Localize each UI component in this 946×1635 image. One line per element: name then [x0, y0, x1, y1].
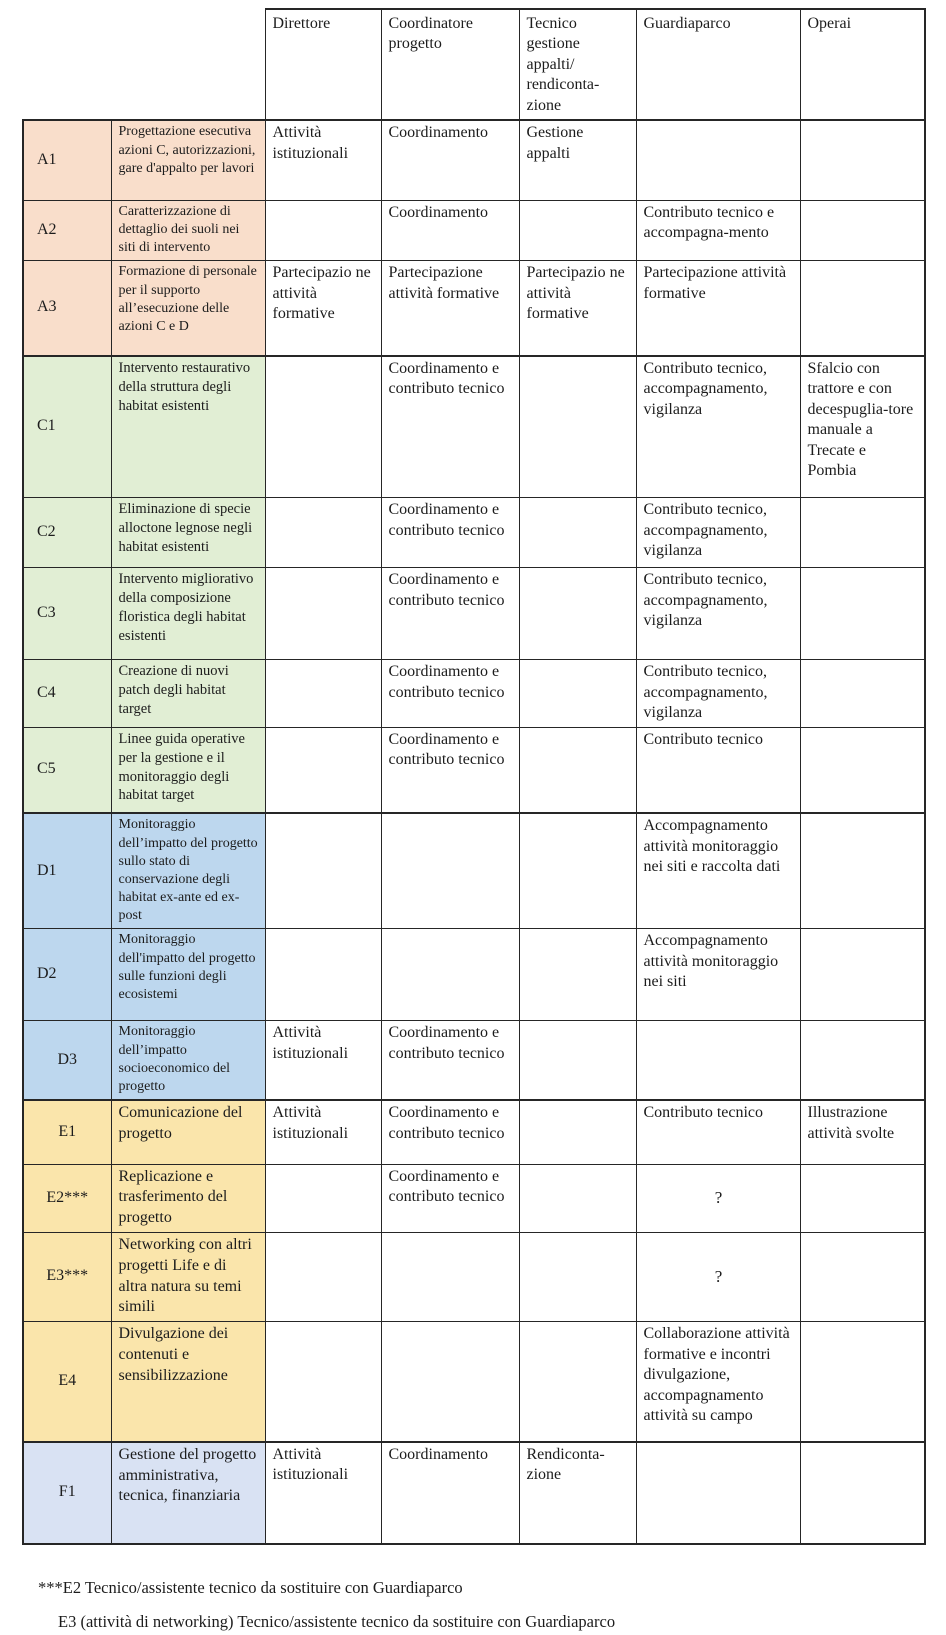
row-id: F1: [23, 1442, 111, 1544]
table-row-c4: [23, 660, 925, 727]
cell-operai: [800, 1021, 925, 1100]
cell-guardiaparco-question: ?: [636, 1233, 800, 1322]
row-id: C3: [23, 568, 111, 660]
cell-guardiaparco: [636, 120, 800, 200]
cell-operai: [800, 120, 925, 200]
cell-operai: [800, 1442, 925, 1544]
table-row-a3: [23, 261, 925, 356]
footnote-e2: ***E2 Tecnico/assistente tecnico da sostituire con Guardiaparco: [38, 1577, 463, 1597]
row-id: D1: [23, 813, 111, 929]
cell-tecnico: [519, 1100, 636, 1164]
activity-description: Intervento migliorativo della composizione floristica degli habitat esistenti: [111, 568, 265, 660]
column-header-tecnico: Tecnico gestione appalti/ rendiconta-zione: [519, 9, 636, 120]
cell-tecnico: [519, 200, 636, 261]
cell-coordinatore: Partecipazione attività formative: [381, 261, 519, 356]
cell-direttore: Attività istituzionali: [265, 1021, 381, 1100]
column-header-operai: Operai: [800, 9, 925, 120]
cell-operai: [800, 498, 925, 568]
cell-coordinatore: Coordinamento e contributo tecnico: [381, 498, 519, 568]
activity-description: Intervento restaurativo della struttura degli habitat esistenti: [111, 356, 265, 498]
cell-guardiaparco: Collaborazione attività formative e incontri divulgazione, accompagnamento attività su campo: [636, 1322, 800, 1442]
table-row-c5: [23, 727, 925, 813]
cell-direttore: [265, 568, 381, 660]
cell-tecnico: [519, 813, 636, 929]
row-id: E3***: [23, 1233, 111, 1322]
cell-operai: [800, 261, 925, 356]
activity-description: Comunicazione del progetto: [111, 1100, 265, 1164]
column-header-coordinatore: Coordinatore progetto: [381, 9, 519, 120]
cell-direttore: Partecipazio ne attività formative: [265, 261, 381, 356]
cell-direttore: [265, 727, 381, 813]
cell-direttore: [265, 1233, 381, 1322]
cell-direttore: Attività istituzionali: [265, 120, 381, 200]
header-row: [23, 9, 925, 120]
cell-operai: [800, 568, 925, 660]
table-row-e4: [23, 1322, 925, 1442]
cell-coordinatore: [381, 1233, 519, 1322]
cell-direttore: [265, 660, 381, 727]
cell-guardiaparco: Contributo tecnico: [636, 1100, 800, 1164]
table-row-c3: [23, 568, 925, 660]
cell-direttore: [265, 813, 381, 929]
cell-tecnico: [519, 1021, 636, 1100]
cell-operai: [800, 660, 925, 727]
activity-description: Caratterizzazione di dettaglio dei suoli nei siti di intervento: [111, 200, 265, 261]
activity-description: Replicazione e trasferimento del progetto: [111, 1164, 265, 1232]
cell-coordinatore: Coordinamento e contributo tecnico: [381, 727, 519, 813]
cell-coordinatore: Coordinamento e contributo tecnico: [381, 356, 519, 498]
table-row-e3: [23, 1233, 925, 1322]
cell-guardiaparco: Accompagnamento attività monitoraggio nei siti: [636, 929, 800, 1021]
cell-direttore: Attività istituzionali: [265, 1100, 381, 1164]
cell-tecnico: [519, 660, 636, 727]
cell-direttore: [265, 356, 381, 498]
cell-guardiaparco: [636, 1442, 800, 1544]
cell-direttore: [265, 498, 381, 568]
cell-guardiaparco: Contributo tecnico, accompagnamento, vigilanza: [636, 660, 800, 727]
cell-operai: Sfalcio con trattore e con decespuglia-tore manuale a Trecate e Pombia: [800, 356, 925, 498]
cell-guardiaparco: Contributo tecnico, accompagnamento, vigilanza: [636, 356, 800, 498]
cell-guardiaparco: Contributo tecnico, accompagnamento, vigilanza: [636, 568, 800, 660]
cell-tecnico: [519, 498, 636, 568]
cell-coordinatore: [381, 813, 519, 929]
row-id: C2: [23, 498, 111, 568]
cell-coordinatore: Coordinamento e contributo tecnico: [381, 1100, 519, 1164]
table-row-c1: [23, 356, 925, 498]
row-id: E4: [23, 1322, 111, 1442]
table-row-a1: [23, 120, 925, 200]
cell-tecnico: [519, 1233, 636, 1322]
cell-coordinatore: Coordinamento: [381, 200, 519, 261]
cell-coordinatore: Coordinamento e contributo tecnico: [381, 1164, 519, 1232]
cell-guardiaparco-question: ?: [636, 1164, 800, 1232]
activity-description: Divulgazione dei contenuti e sensibilizzazione: [111, 1322, 265, 1442]
cell-tecnico: [519, 1164, 636, 1232]
cell-guardiaparco: Contributo tecnico: [636, 727, 800, 813]
row-id: E1: [23, 1100, 111, 1164]
table-row-c2: [23, 498, 925, 568]
cell-coordinatore: [381, 1322, 519, 1442]
cell-coordinatore: Coordinamento e contributo tecnico: [381, 568, 519, 660]
row-id: A1: [23, 120, 111, 200]
cell-guardiaparco: Accompagnamento attività monitoraggio nei siti e raccolta dati: [636, 813, 800, 929]
column-header-guardiaparco: Guardiaparco: [636, 9, 800, 120]
cell-coordinatore: Coordinamento: [381, 120, 519, 200]
responsibility-matrix-table: [22, 8, 926, 1545]
activity-description: Progettazione esecutiva azioni C, autorizzazioni, gare d'appalto per lavori: [111, 120, 265, 200]
cell-tecnico: [519, 356, 636, 498]
cell-guardiaparco: Contributo tecnico, accompagnamento, vigilanza: [636, 498, 800, 568]
cell-tecnico: [519, 727, 636, 813]
activity-description: Networking con altri progetti Life e di altra natura su temi simili: [111, 1233, 265, 1322]
cell-coordinatore: [381, 929, 519, 1021]
cell-tecnico: [519, 929, 636, 1021]
cell-operai: Illustrazione attività svolte: [800, 1100, 925, 1164]
row-id: D2: [23, 929, 111, 1021]
cell-tecnico: [519, 568, 636, 660]
cell-direttore: [265, 1322, 381, 1442]
row-id: A2: [23, 200, 111, 261]
activity-description: Linee guida operative per la gestione e il monitoraggio degli habitat target: [111, 727, 265, 813]
activity-description: Monitoraggio dell'impatto del progetto sulle funzioni degli ecosistemi: [111, 929, 265, 1021]
cell-direttore: [265, 200, 381, 261]
cell-tecnico: Gestione appalti: [519, 120, 636, 200]
cell-tecnico: Partecipazio ne attività formative: [519, 261, 636, 356]
row-id: E2***: [23, 1164, 111, 1232]
cell-operai: [800, 1322, 925, 1442]
cell-operai: [800, 1164, 925, 1232]
table-row-e1: [23, 1100, 925, 1164]
cell-direttore: [265, 1164, 381, 1232]
document-page: [0, 8, 946, 1632]
table-row-e2: [23, 1164, 925, 1232]
cell-operai: [800, 1233, 925, 1322]
table-row-f1: [23, 1442, 925, 1544]
header-blank-desc: [111, 9, 265, 120]
activity-description: Creazione di nuovi patch degli habitat target: [111, 660, 265, 727]
activity-description: Monitoraggio dell’impatto socioeconomico del progetto: [111, 1021, 265, 1100]
row-id: C5: [23, 727, 111, 813]
cell-coordinatore: Coordinamento e contributo tecnico: [381, 1021, 519, 1100]
cell-operai: [800, 813, 925, 929]
cell-tecnico: Rendiconta-zione: [519, 1442, 636, 1544]
cell-direttore: Attività istituzionali: [265, 1442, 381, 1544]
cell-operai: [800, 727, 925, 813]
row-id: C4: [23, 660, 111, 727]
cell-direttore: [265, 929, 381, 1021]
header-blank-id: [23, 9, 111, 120]
cell-operai: [800, 200, 925, 261]
table-row-d1: [23, 813, 925, 929]
cell-operai: [800, 929, 925, 1021]
activity-description: Formazione di personale per il supporto all’esecuzione delle azioni C e D: [111, 261, 265, 356]
row-id: C1: [23, 356, 111, 498]
cell-guardiaparco: [636, 1021, 800, 1100]
table-row-d3: [23, 1021, 925, 1100]
footnotes: [38, 1575, 946, 1635]
footnote-e3: E3 (attività di networking) Tecnico/assistente tecnico da sostituire con Guardiaparco: [58, 1612, 616, 1632]
cell-guardiaparco: Partecipazione attività formative: [636, 261, 800, 356]
row-id: A3: [23, 261, 111, 356]
cell-tecnico: [519, 1322, 636, 1442]
cell-coordinatore: Coordinamento e contributo tecnico: [381, 660, 519, 727]
activity-description: Eliminazione di specie alloctone legnose negli habitat esistenti: [111, 498, 265, 568]
table-row-a2: [23, 200, 925, 261]
row-id: D3: [23, 1021, 111, 1100]
column-header-direttore: Direttore: [265, 9, 381, 120]
cell-coordinatore: Coordinamento: [381, 1442, 519, 1544]
cell-guardiaparco: Contributo tecnico e accompagna-mento: [636, 200, 800, 261]
activity-description: Monitoraggio dell’impatto del progetto sullo stato di conservazione degli habitat ex-ante ed ex-post: [111, 813, 265, 929]
activity-description: Gestione del progetto amministrativa, tecnica, finanziaria: [111, 1442, 265, 1544]
table-row-d2: [23, 929, 925, 1021]
